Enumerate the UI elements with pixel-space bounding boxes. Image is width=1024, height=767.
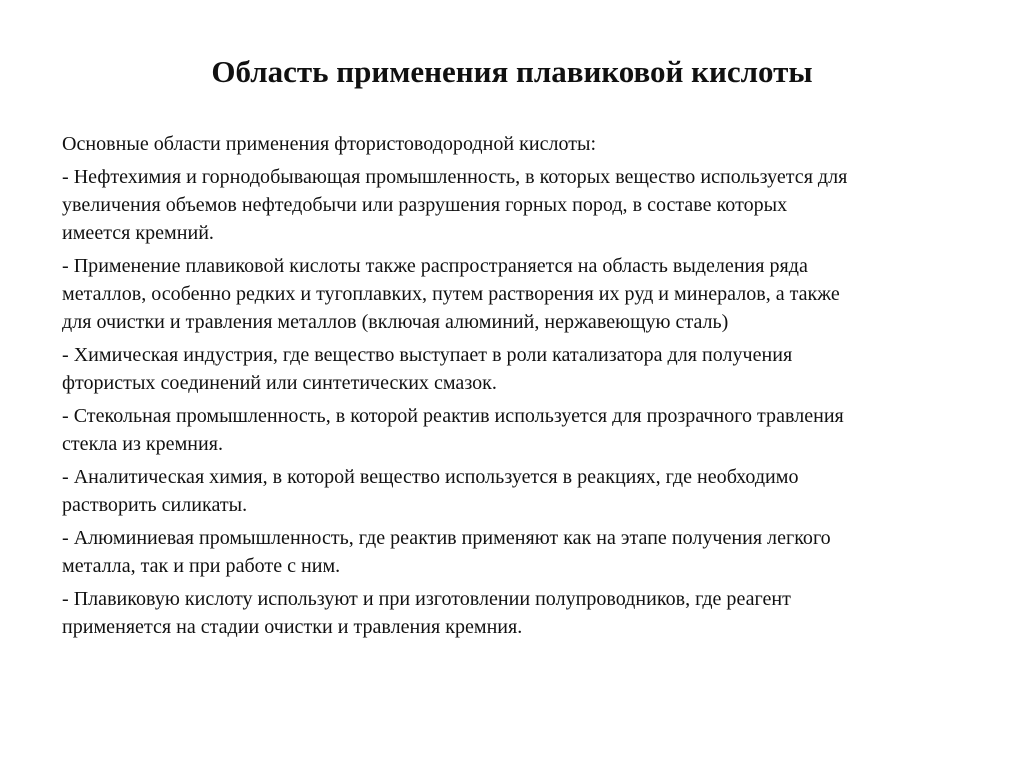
text-line: металла, так и при работе с ним. (62, 555, 341, 577)
bullet-item (62, 252, 982, 336)
text-line: - Плавиковую кислоту используют и при изготовлении полупроводников, где реагент (62, 588, 791, 610)
text-line: - Алюминиевая промышленность, где реактив применяют как на этапе получения легкого (62, 527, 831, 549)
text-line: увеличения объемов нефтедобычи или разрушения горных пород, в составе которых (62, 194, 788, 216)
text-line: - Стекольная промышленность, в которой реактив используется для прозрачного травления (62, 405, 844, 427)
bullet-item (62, 585, 982, 641)
text-line: - Нефтехимия и горнодобывающая промышленность, в которых вещество используется для (62, 166, 848, 188)
text-line: - Аналитическая химия, в которой вещество используется в реакциях, где необходимо (62, 466, 799, 488)
slide-title: Область применения плавиковой кислоты (211, 54, 813, 89)
text-line: растворить силикаты. (62, 494, 248, 516)
intro-paragraph (62, 130, 982, 158)
bullet-item (62, 402, 982, 458)
text-line: металлов, особенно редких и тугоплавких, путем растворения их руд и минералов, а также (62, 283, 840, 305)
bullet-item (62, 163, 982, 247)
text-line: для очистки и травления металлов (включая алюминий, нержавеющую сталь) (62, 311, 729, 333)
bullet-item (62, 463, 982, 519)
bullet-item (62, 341, 982, 397)
text-line: - Применение плавиковой кислоты также распространяется на область выделения ряда (62, 255, 808, 277)
text-line: - Химическая индустрия, где вещество выступает в роли катализатора для получения (62, 344, 793, 366)
bullet-item (62, 524, 982, 580)
text-line: фтористых соединений или синтетических смазок. (62, 372, 497, 394)
text-line: стекла из кремния. (62, 433, 223, 455)
text-line: имеется кремний. (62, 222, 214, 244)
slide-body (62, 130, 982, 646)
text-line: Основные области применения фтористоводородной кислоты: (62, 133, 597, 155)
text-line: применяется на стадии очистки и травления кремния. (62, 616, 523, 638)
